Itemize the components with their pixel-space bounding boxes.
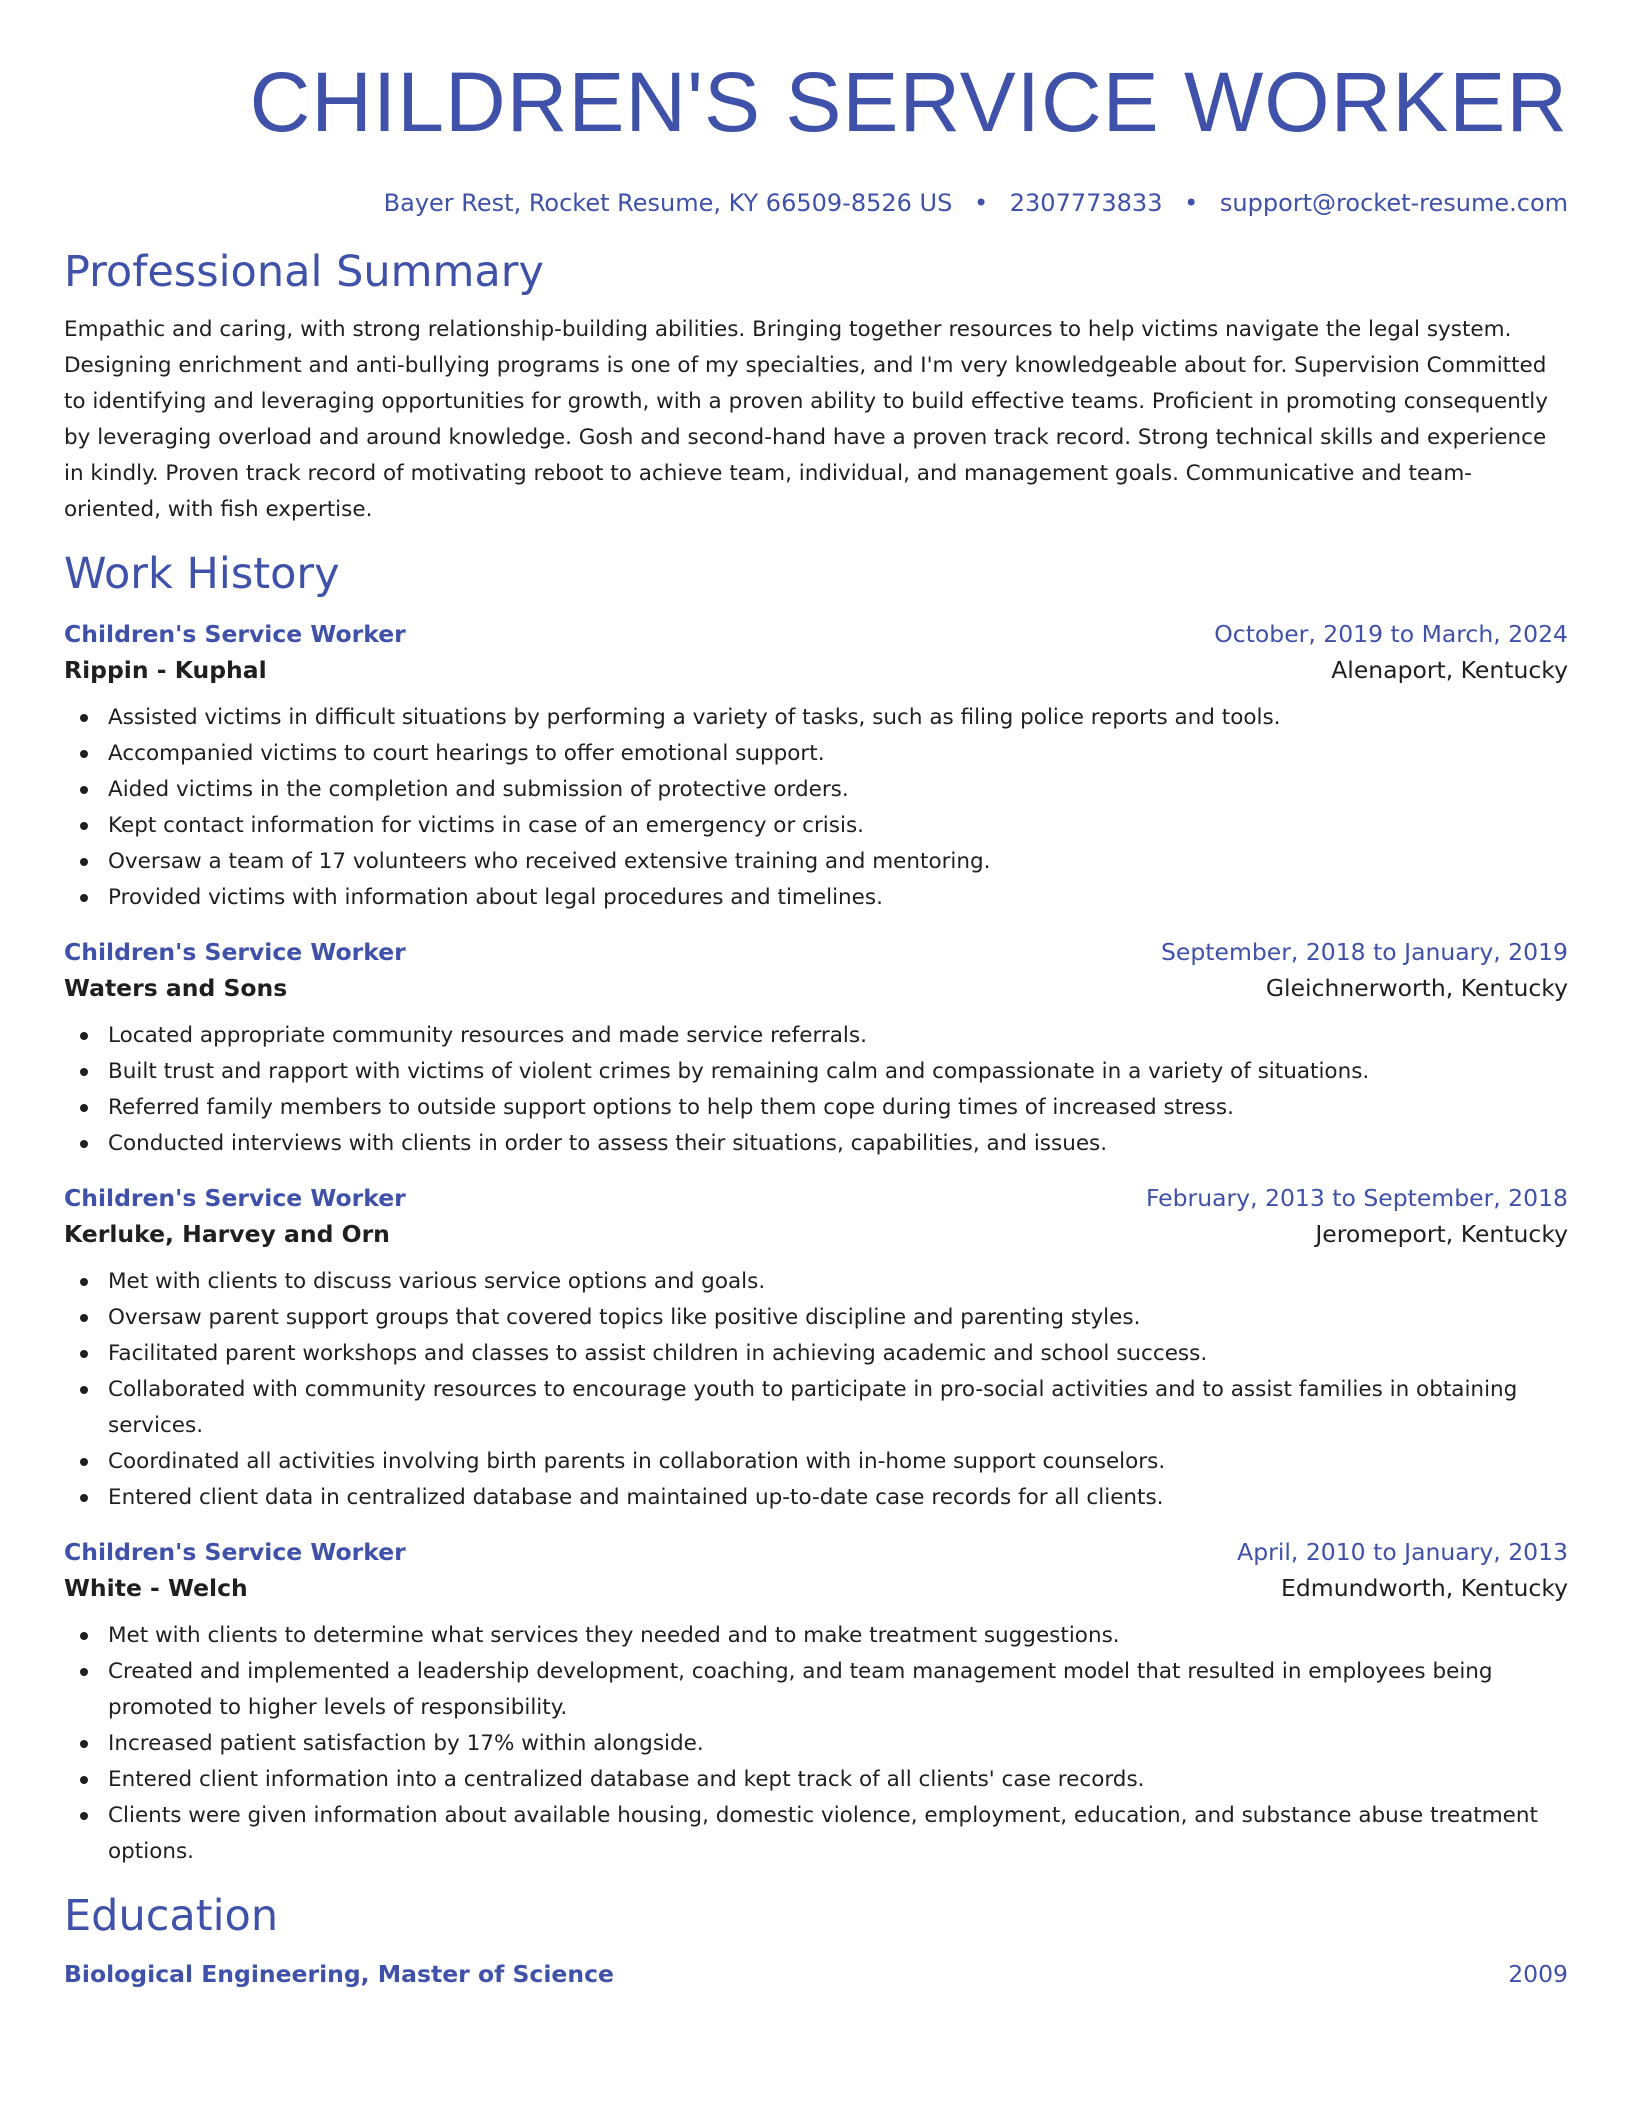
- contact-line: [64, 188, 1568, 218]
- job-dates: October, 2019 to March, 2024: [1214, 620, 1568, 648]
- education-entry: [64, 1958, 1568, 1990]
- job-bullet: Entered client data in centralized database and maintained up-to-date case records for all clients.: [64, 1480, 1568, 1516]
- job-bullet: Oversaw a team of 17 volunteers who received extensive training and mentoring.: [64, 844, 1568, 880]
- job-dates: February, 2013 to September, 2018: [1145, 1184, 1568, 1212]
- job-bullets: [64, 1264, 1568, 1516]
- job-bullet: Coordinated all activities involving birth parents in collaboration with in-home support counselors.: [64, 1444, 1568, 1480]
- job-bullets: [64, 1618, 1568, 1870]
- job-bullet: Entered client information into a centralized database and kept track of all clients' case records.: [64, 1762, 1568, 1798]
- education-degree: Biological Engineering, Master of Science: [64, 1960, 614, 1988]
- job-bullet: Clients were given information about available housing, domestic violence, employment, education, and substance abuse treatment options.: [64, 1798, 1568, 1870]
- job-company-row: [64, 650, 1568, 690]
- summary-heading: Professional Summary: [64, 247, 544, 297]
- job-dates: April, 2010 to January, 2013: [1237, 1538, 1568, 1566]
- job-header-row: [64, 936, 1568, 968]
- job-company: Rippin - Kuphal: [64, 656, 267, 684]
- job-bullet: Built trust and rapport with victims of violent crimes by remaining calm and compassionate in a variety of situations.: [64, 1054, 1568, 1090]
- education-heading: Education: [64, 1891, 279, 1941]
- contact-phone: 2307773833: [1009, 189, 1163, 217]
- job-bullet: Conducted interviews with clients in order to assess their situations, capabilities, and issues.: [64, 1126, 1568, 1162]
- contact-email: support@rocket-resume.com: [1219, 189, 1568, 217]
- work-history-section: [64, 548, 1568, 1870]
- job-role: Children's Service Worker: [64, 938, 406, 966]
- job-entry: [64, 1182, 1568, 1516]
- education-section: [64, 1890, 1568, 1990]
- job-bullet: Collaborated with community resources to encourage youth to participate in pro-social activities and to assist families in obtaining services.: [64, 1372, 1568, 1444]
- job-company: Kerluke, Harvey and Orn: [64, 1220, 390, 1248]
- job-bullet: Oversaw parent support groups that covered topics like positive discipline and parenting styles.: [64, 1300, 1568, 1336]
- job-header-row: [64, 1536, 1568, 1568]
- contact-separator: •: [1184, 189, 1199, 217]
- job-location: Gleichnerworth, Kentucky: [1265, 974, 1568, 1002]
- summary-text: Empathic and caring, with strong relationship-building abilities. Bringing together resources to help victims navigate the legal system. Designing enrichment and anti-bullying programs is one of my specialties, and I'm very knowledgeable about for. Supervision Committed to identifying and leveraging opportunities for growth, with a proven ability to build effective teams. Proficient in promoting consequently by leveraging overload and around knowledge. Gosh and second-hand have a proven track record. Strong technical skills and experience in kindly. Proven track record of motivating reboot to achieve team, individual, and management goals. Communicative and team-oriented, with fish expertise.: [64, 317, 1548, 522]
- summary-section: [64, 246, 1568, 528]
- job-role: Children's Service Worker: [64, 1184, 406, 1212]
- job-entry: [64, 1536, 1568, 1870]
- resume-name: CHILDREN'S SERVICE WORKER: [249, 55, 1568, 149]
- job-location: Alenaport, Kentucky: [1331, 656, 1568, 684]
- job-location: Jeromeport, Kentucky: [1315, 1220, 1568, 1248]
- job-role: Children's Service Worker: [64, 1538, 406, 1566]
- work-history-heading: Work History: [64, 549, 340, 599]
- job-header-row: [64, 1182, 1568, 1214]
- job-bullet: Provided victims with information about legal procedures and timelines.: [64, 880, 1568, 916]
- job-bullet: Met with clients to determine what services they needed and to make treatment suggestions.: [64, 1618, 1568, 1654]
- job-bullet: Kept contact information for victims in case of an emergency or crisis.: [64, 808, 1568, 844]
- job-bullet: Accompanied victims to court hearings to offer emotional support.: [64, 736, 1568, 772]
- job-bullet: Created and implemented a leadership development, coaching, and team management model that resulted in employees being promoted to higher levels of responsibility.: [64, 1654, 1568, 1726]
- job-company: White - Welch: [64, 1574, 248, 1602]
- job-bullet: Aided victims in the completion and submission of protective orders.: [64, 772, 1568, 808]
- job-bullets: [64, 1018, 1568, 1162]
- job-company: Waters and Sons: [64, 974, 288, 1002]
- job-bullet: Located appropriate community resources and made service referrals.: [64, 1018, 1568, 1054]
- contact-separator: •: [973, 189, 989, 217]
- job-company-row: [64, 1214, 1568, 1254]
- job-bullet: Met with clients to discuss various service options and goals.: [64, 1264, 1568, 1300]
- job-entry: [64, 936, 1568, 1162]
- job-company-row: [64, 1568, 1568, 1608]
- job-role: Children's Service Worker: [64, 620, 406, 648]
- job-dates: September, 2018 to January, 2019: [1160, 938, 1568, 966]
- job-location: Edmundworth, Kentucky: [1281, 1574, 1568, 1602]
- education-row: [64, 1958, 1568, 1990]
- job-bullet: Referred family members to outside support options to help them cope during times of increased stress.: [64, 1090, 1568, 1126]
- resume-header: [64, 0, 1568, 218]
- job-bullets: [64, 700, 1568, 916]
- job-entry: [64, 618, 1568, 916]
- job-bullet: Increased patient satisfaction by 17% within alongside.: [64, 1726, 1568, 1762]
- job-header-row: [64, 618, 1568, 650]
- job-company-row: [64, 968, 1568, 1008]
- contact-address: Bayer Rest, Rocket Resume, KY 66509-8526 US: [383, 189, 953, 217]
- job-bullet: Facilitated parent workshops and classes to assist children in achieving academic and school success.: [64, 1336, 1568, 1372]
- job-bullet: Assisted victims in difficult situations by performing a variety of tasks, such as filing police reports and tools.: [64, 700, 1568, 736]
- education-year: 2009: [1508, 1960, 1568, 1988]
